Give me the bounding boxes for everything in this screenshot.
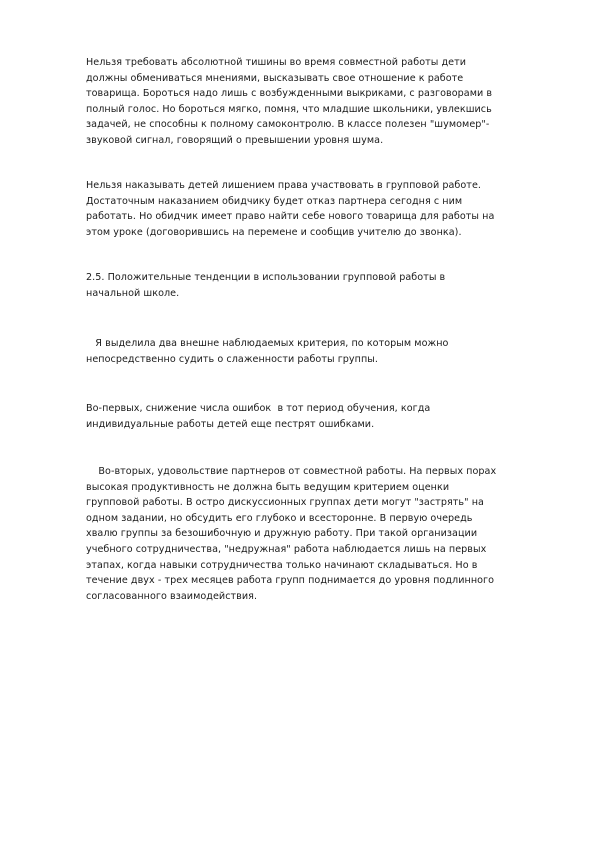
text-line: работать. Но обидчик имеет право найти себе нового товарища для работы на: [86, 211, 495, 223]
text-line: должны обмениваться мнениями, высказывать свое отношение к работе: [86, 72, 464, 84]
text-line: Я выделила два внешне наблюдаемых критерия, по которым можно: [86, 338, 449, 349]
paragraph-first-criterion: [86, 401, 556, 432]
text-line: полный голос. Но бороться мягко, помня, что младшие школьники, увлекшись: [86, 103, 492, 115]
text-line: Нельзя требовать абсолютной тишины во время совместной работы дети: [86, 57, 467, 68]
text-line: этом уроке (договорившись на перемене и сообщив учителю до звонка).: [86, 226, 462, 238]
text-line: Во-первых, снижение числа ошибок в тот период обучения, когда: [86, 403, 431, 414]
text-line: задачей, не способны к полному самоконтролю. В классе полезен "шумомер"-: [86, 119, 490, 131]
text-line: групповой работы. В остро дискуссионных группах дети могут "застрять" на: [86, 497, 484, 509]
text-line: Нельзя наказывать детей лишением права участвовать в групповой работе.: [86, 180, 481, 191]
paragraph-second-criterion: [86, 464, 556, 604]
text-line: Во-вторых, удовольствие партнеров от совместной работы. На первых порах: [86, 466, 497, 477]
text-line: течение двух - трех месяцев работа групп поднимается до уровня подлинного: [86, 575, 495, 587]
text-line: учебного сотрудничества, "недружная" работа наблюдается лишь на первых: [86, 543, 487, 555]
text-line: хвалю группы за безошибочную и дружную работу. При такой организации: [86, 528, 478, 540]
paragraph-noise-rules: [86, 55, 556, 149]
text-line: Достаточным наказанием обидчику будет отказ партнера сегодня с ним: [86, 195, 463, 207]
text-line: непосредственно судить о слаженности работы группы.: [86, 353, 379, 365]
text-line: 2.5. Положительные тенденции в использовании групповой работы в: [86, 272, 446, 283]
text-line: этапах, когда навыки сотрудничества только начинают складываться. Но в: [86, 559, 478, 571]
text-line: звуковой сигнал, говорящий о превышении уровня шума.: [86, 134, 384, 146]
section-heading: [86, 270, 556, 301]
text-line: высокая продуктивность не должна быть ведущим критерием оценки: [86, 481, 450, 493]
paragraph-punishment-rules: [86, 178, 556, 240]
text-line: одном задании, но обсудить его глубоко и всесторонне. В первую очередь: [86, 512, 473, 524]
text-line: индивидуальные работы детей еще пестрят ошибками.: [86, 418, 375, 430]
text-line: согласованного взаимодействия.: [86, 590, 258, 602]
paragraph-criteria-intro: [86, 336, 556, 367]
text-line: начальной школе.: [86, 287, 180, 299]
text-line: товарища. Бороться надо лишь с возбужденными выкриками, с разговорами в: [86, 88, 493, 100]
